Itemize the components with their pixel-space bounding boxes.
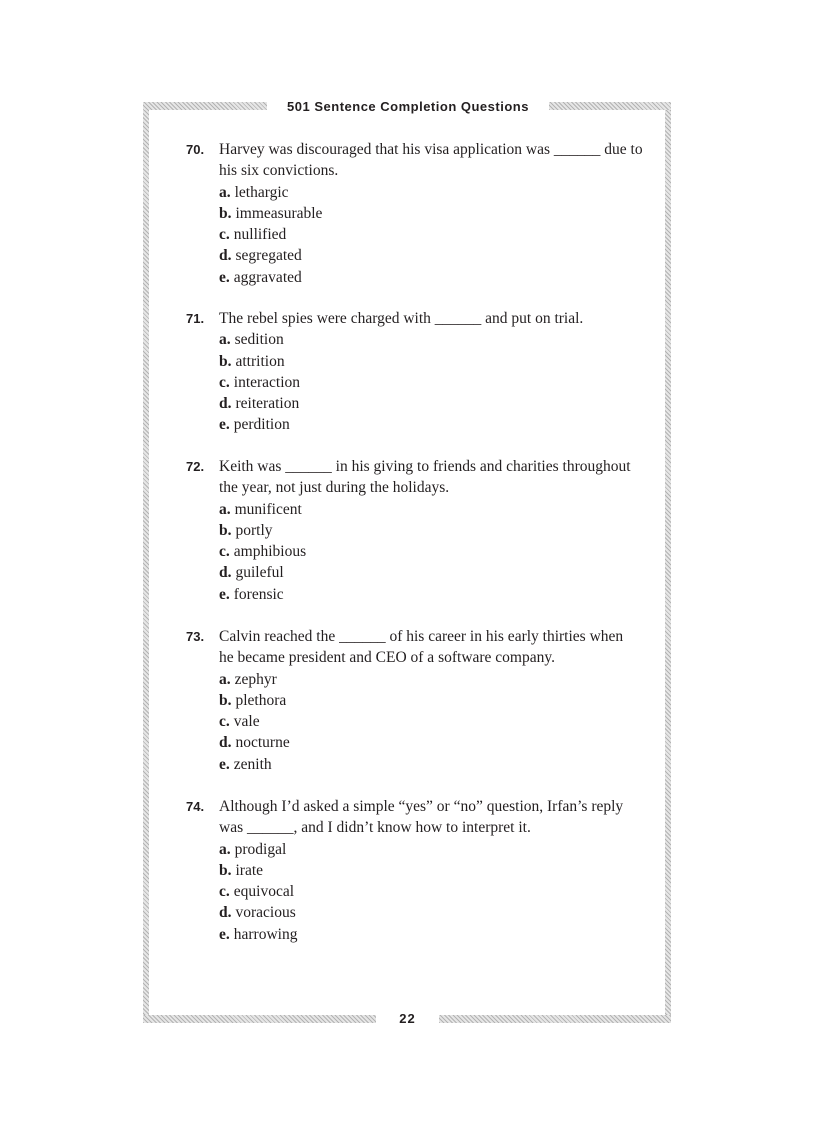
- running-header: 501 Sentence Completion Questions: [287, 99, 529, 114]
- choice-text: guileful: [235, 564, 284, 582]
- choice-letter: d.: [219, 734, 232, 752]
- question-72: [186, 456, 646, 605]
- answer-choice: [219, 902, 646, 923]
- choice-letter: b.: [219, 521, 232, 539]
- choice-letter: b.: [219, 352, 232, 370]
- question-stem-line: Although I’d asked a simple “yes” or “no” question, Irfan’s reply: [219, 798, 624, 815]
- choice-text: sedition: [234, 331, 284, 349]
- question-number: 70.: [186, 142, 205, 157]
- answer-choice: [219, 541, 646, 562]
- choice-letter: b.: [219, 691, 232, 709]
- choice-letter: d.: [219, 395, 232, 413]
- question-stem-line: Calvin reached the ______ of his career in his early thirties when: [219, 628, 624, 645]
- choice-letter: d.: [219, 247, 232, 265]
- choice-text: reiteration: [235, 395, 300, 413]
- choice-text: portly: [235, 521, 273, 539]
- choice-letter: a.: [219, 670, 231, 688]
- answer-choice: [219, 860, 646, 881]
- answer-choice: [219, 690, 646, 711]
- choice-letter: a.: [219, 500, 231, 518]
- choice-letter: b.: [219, 204, 232, 222]
- page-frame-left: [143, 102, 149, 1022]
- choice-text: plethora: [235, 691, 287, 709]
- choice-letter: e.: [219, 416, 230, 434]
- answer-choice: [219, 182, 646, 203]
- answer-choice: [219, 393, 646, 414]
- question-stem-line: he became president and CEO of a software company.: [219, 649, 555, 667]
- choice-letter: a.: [219, 840, 231, 858]
- choice-text: zephyr: [234, 670, 277, 688]
- choice-letter: c.: [219, 883, 230, 901]
- answer-choice: [219, 520, 646, 541]
- choice-text: forensic: [233, 585, 284, 603]
- question-number: 74.: [186, 799, 205, 814]
- question-stem-line: the year, not just during the holidays.: [219, 479, 450, 497]
- question-number: 71.: [186, 311, 205, 326]
- choice-letter: b.: [219, 861, 232, 879]
- question-71: [186, 308, 646, 436]
- choice-letter: c.: [219, 373, 230, 391]
- choice-text: vale: [233, 713, 260, 731]
- choice-text: lethargic: [234, 183, 289, 201]
- answer-choice: [219, 924, 646, 945]
- answer-choice: [219, 669, 646, 690]
- question-number: 72.: [186, 459, 205, 474]
- choice-text: perdition: [233, 416, 290, 434]
- choice-text: harrowing: [233, 925, 298, 943]
- answer-choice: [219, 267, 646, 288]
- choice-text: prodigal: [234, 840, 287, 858]
- question-stem-line: his six convictions.: [219, 162, 339, 180]
- answer-choice: [219, 754, 646, 775]
- choice-letter: a.: [219, 331, 231, 349]
- page-number: 22: [399, 1011, 416, 1026]
- answer-choice: [219, 203, 646, 224]
- choice-letter: e.: [219, 755, 230, 773]
- choice-text: attrition: [235, 352, 285, 370]
- question-stem-line: was ______, and I didn’t know how to interpret it.: [219, 819, 531, 837]
- choice-letter: e.: [219, 268, 230, 286]
- answer-choice: [219, 881, 646, 902]
- choice-text: interaction: [233, 373, 301, 391]
- choice-text: immeasurable: [235, 204, 323, 222]
- choice-text: segregated: [235, 247, 302, 265]
- answer-choice: [219, 414, 646, 435]
- answer-choice: [219, 245, 646, 266]
- choice-letter: e.: [219, 585, 230, 603]
- answer-choice: [219, 584, 646, 605]
- question-70: [186, 139, 646, 288]
- question-number: 73.: [186, 629, 205, 644]
- header-rule-left: [143, 102, 267, 110]
- question-stem-line: The rebel spies were charged with ______ and put on trial.: [219, 310, 584, 327]
- choice-text: irate: [235, 861, 264, 879]
- answer-choice: [219, 372, 646, 393]
- choice-text: equivocal: [233, 883, 295, 901]
- choice-text: amphibious: [233, 543, 307, 561]
- answer-choice: [219, 732, 646, 753]
- question-73: [186, 626, 646, 775]
- question-stem-line: Harvey was discouraged that his visa application was ______ due to: [219, 141, 643, 158]
- choice-text: aggravated: [233, 268, 302, 286]
- answer-choice: [219, 499, 646, 520]
- choice-letter: d.: [219, 904, 232, 922]
- choice-letter: d.: [219, 564, 232, 582]
- answer-choice: [219, 329, 646, 350]
- answer-choice: [219, 839, 646, 860]
- choice-letter: a.: [219, 183, 231, 201]
- footer-rule-left: [143, 1015, 376, 1023]
- answer-choice: [219, 224, 646, 245]
- footer-rule-right: [439, 1015, 671, 1023]
- choice-letter: c.: [219, 713, 230, 731]
- question-stem-line: Keith was ______ in his giving to friends and charities throughout: [219, 458, 631, 475]
- header-rule-right: [549, 102, 671, 110]
- choice-text: munificent: [234, 500, 302, 518]
- choice-letter: c.: [219, 226, 230, 244]
- choice-letter: e.: [219, 925, 230, 943]
- page-frame-right: [665, 102, 671, 1022]
- choice-text: nullified: [233, 226, 287, 244]
- choice-text: voracious: [235, 904, 296, 922]
- choice-text: nocturne: [235, 734, 290, 752]
- choice-text: zenith: [233, 755, 272, 773]
- question-74: [186, 796, 646, 945]
- choice-letter: c.: [219, 543, 230, 561]
- answer-choice: [219, 711, 646, 732]
- answer-choice: [219, 351, 646, 372]
- answer-choice: [219, 562, 646, 583]
